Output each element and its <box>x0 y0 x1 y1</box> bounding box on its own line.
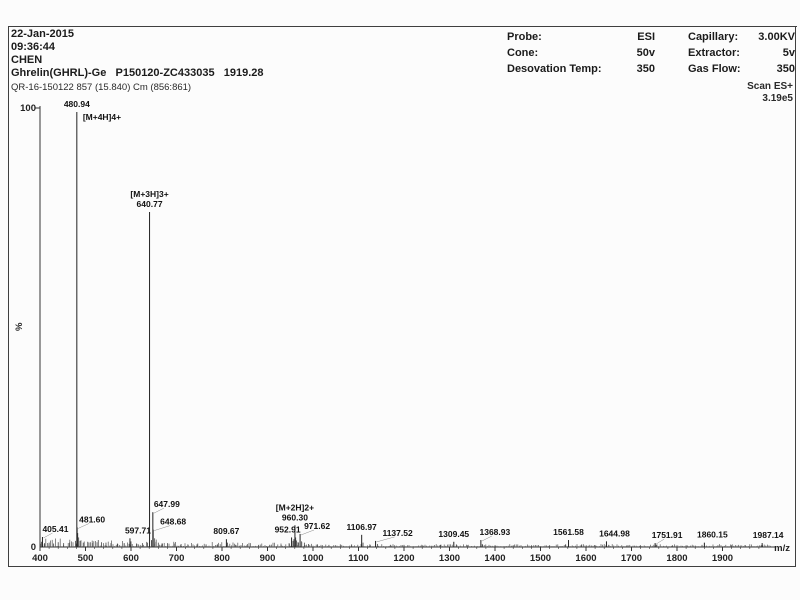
param-value: 5v <box>782 47 795 59</box>
x-tick-label: 1100 <box>348 553 369 564</box>
ion-charge-label: [M+2H]2+ <box>275 502 315 513</box>
param-value: 350 <box>776 63 795 75</box>
x-tick-label: 1900 <box>711 553 734 564</box>
param-label: Capillary: <box>688 31 739 43</box>
x-tick-label: 400 <box>32 553 48 564</box>
param-value: 50v <box>636 47 655 59</box>
peak-mz-label: 481.60 <box>79 514 106 525</box>
operator-name: CHEN <box>11 54 43 66</box>
x-tick-label: 1400 <box>484 553 506 564</box>
x-tick-label: 1800 <box>666 553 688 564</box>
peak-mz-label: 648.68 <box>160 516 187 527</box>
x-tick-label: 1600 <box>575 553 597 564</box>
x-tick-label: 1300 <box>438 553 461 564</box>
param-value: 3.00KV <box>758 31 795 43</box>
param-label: Cone: <box>507 47 539 59</box>
peak-mz-label: 640.77 <box>136 199 163 210</box>
sample-info-line: Ghrelin(GHRL)-Ge P150120-ZC433035 1919.28 <box>11 67 264 79</box>
peak-mz-label: 1644.98 <box>599 528 630 539</box>
scan-mode-label: Scan ES+ <box>747 81 793 92</box>
scan-info-line: QR-16-150122 857 (15.840) Cm (856:861) <box>11 82 192 93</box>
param-label: Gas Flow: <box>688 63 741 75</box>
ion-charge-label: [M+4H]4+ <box>82 112 122 122</box>
peak-mz-label: 1561.58 <box>553 527 584 538</box>
param-label: Probe: <box>507 31 542 43</box>
y-axis-label: % <box>14 322 25 331</box>
peak-mz-label: 1987.14 <box>752 530 784 541</box>
peak-mz-label: 1368.93 <box>479 527 511 538</box>
x-tick-label: 700 <box>168 553 185 564</box>
x-tick-label: 500 <box>77 553 94 564</box>
x-tick-label: 1000 <box>302 553 324 564</box>
x-tick-label: 1700 <box>620 553 643 564</box>
peak-mz-label: 1751.91 <box>651 530 683 541</box>
peak-mz-label: 960.30 <box>281 512 308 523</box>
base-intensity-label: 3.19e5 <box>762 93 793 104</box>
y-tick-label: 0 <box>30 542 36 553</box>
peak-mz-label: 1106.97 <box>346 521 377 532</box>
param-value: ESI <box>637 31 655 43</box>
peak-mz-label: 1860.15 <box>697 529 728 540</box>
peak-mz-label: 1309.45 <box>438 528 470 539</box>
peak-mz-label: 971.62 <box>304 520 331 531</box>
x-tick-label: 800 <box>214 553 230 564</box>
x-tick-label: 1500 <box>529 553 552 564</box>
x-axis-label: m/z <box>774 543 790 554</box>
ion-charge-label: [M+3H]3+ <box>130 189 169 200</box>
y-tick-label: 100 <box>20 103 36 114</box>
acquisition-date: 22-Jan-2015 <box>11 28 74 40</box>
param-value: 350 <box>636 63 655 75</box>
peak-mz-label: 1137.52 <box>382 527 413 538</box>
x-tick-label: 600 <box>123 553 139 564</box>
peak-mz-label: 597.71 <box>124 525 151 536</box>
peak-mz-label: 952.91 <box>274 524 301 535</box>
peak-mz-label: 480.94 <box>63 99 90 109</box>
x-tick-label: 900 <box>259 553 276 564</box>
x-tick-label: 1200 <box>393 553 415 564</box>
acquisition-time: 09:36:44 <box>11 41 56 53</box>
peak-mz-label: 647.99 <box>153 499 180 510</box>
param-label: Extractor: <box>688 47 740 59</box>
peak-mz-label: 809.67 <box>213 526 240 537</box>
peak-mz-label: 405.41 <box>42 523 69 534</box>
param-label: Desovation Temp: <box>507 63 602 75</box>
